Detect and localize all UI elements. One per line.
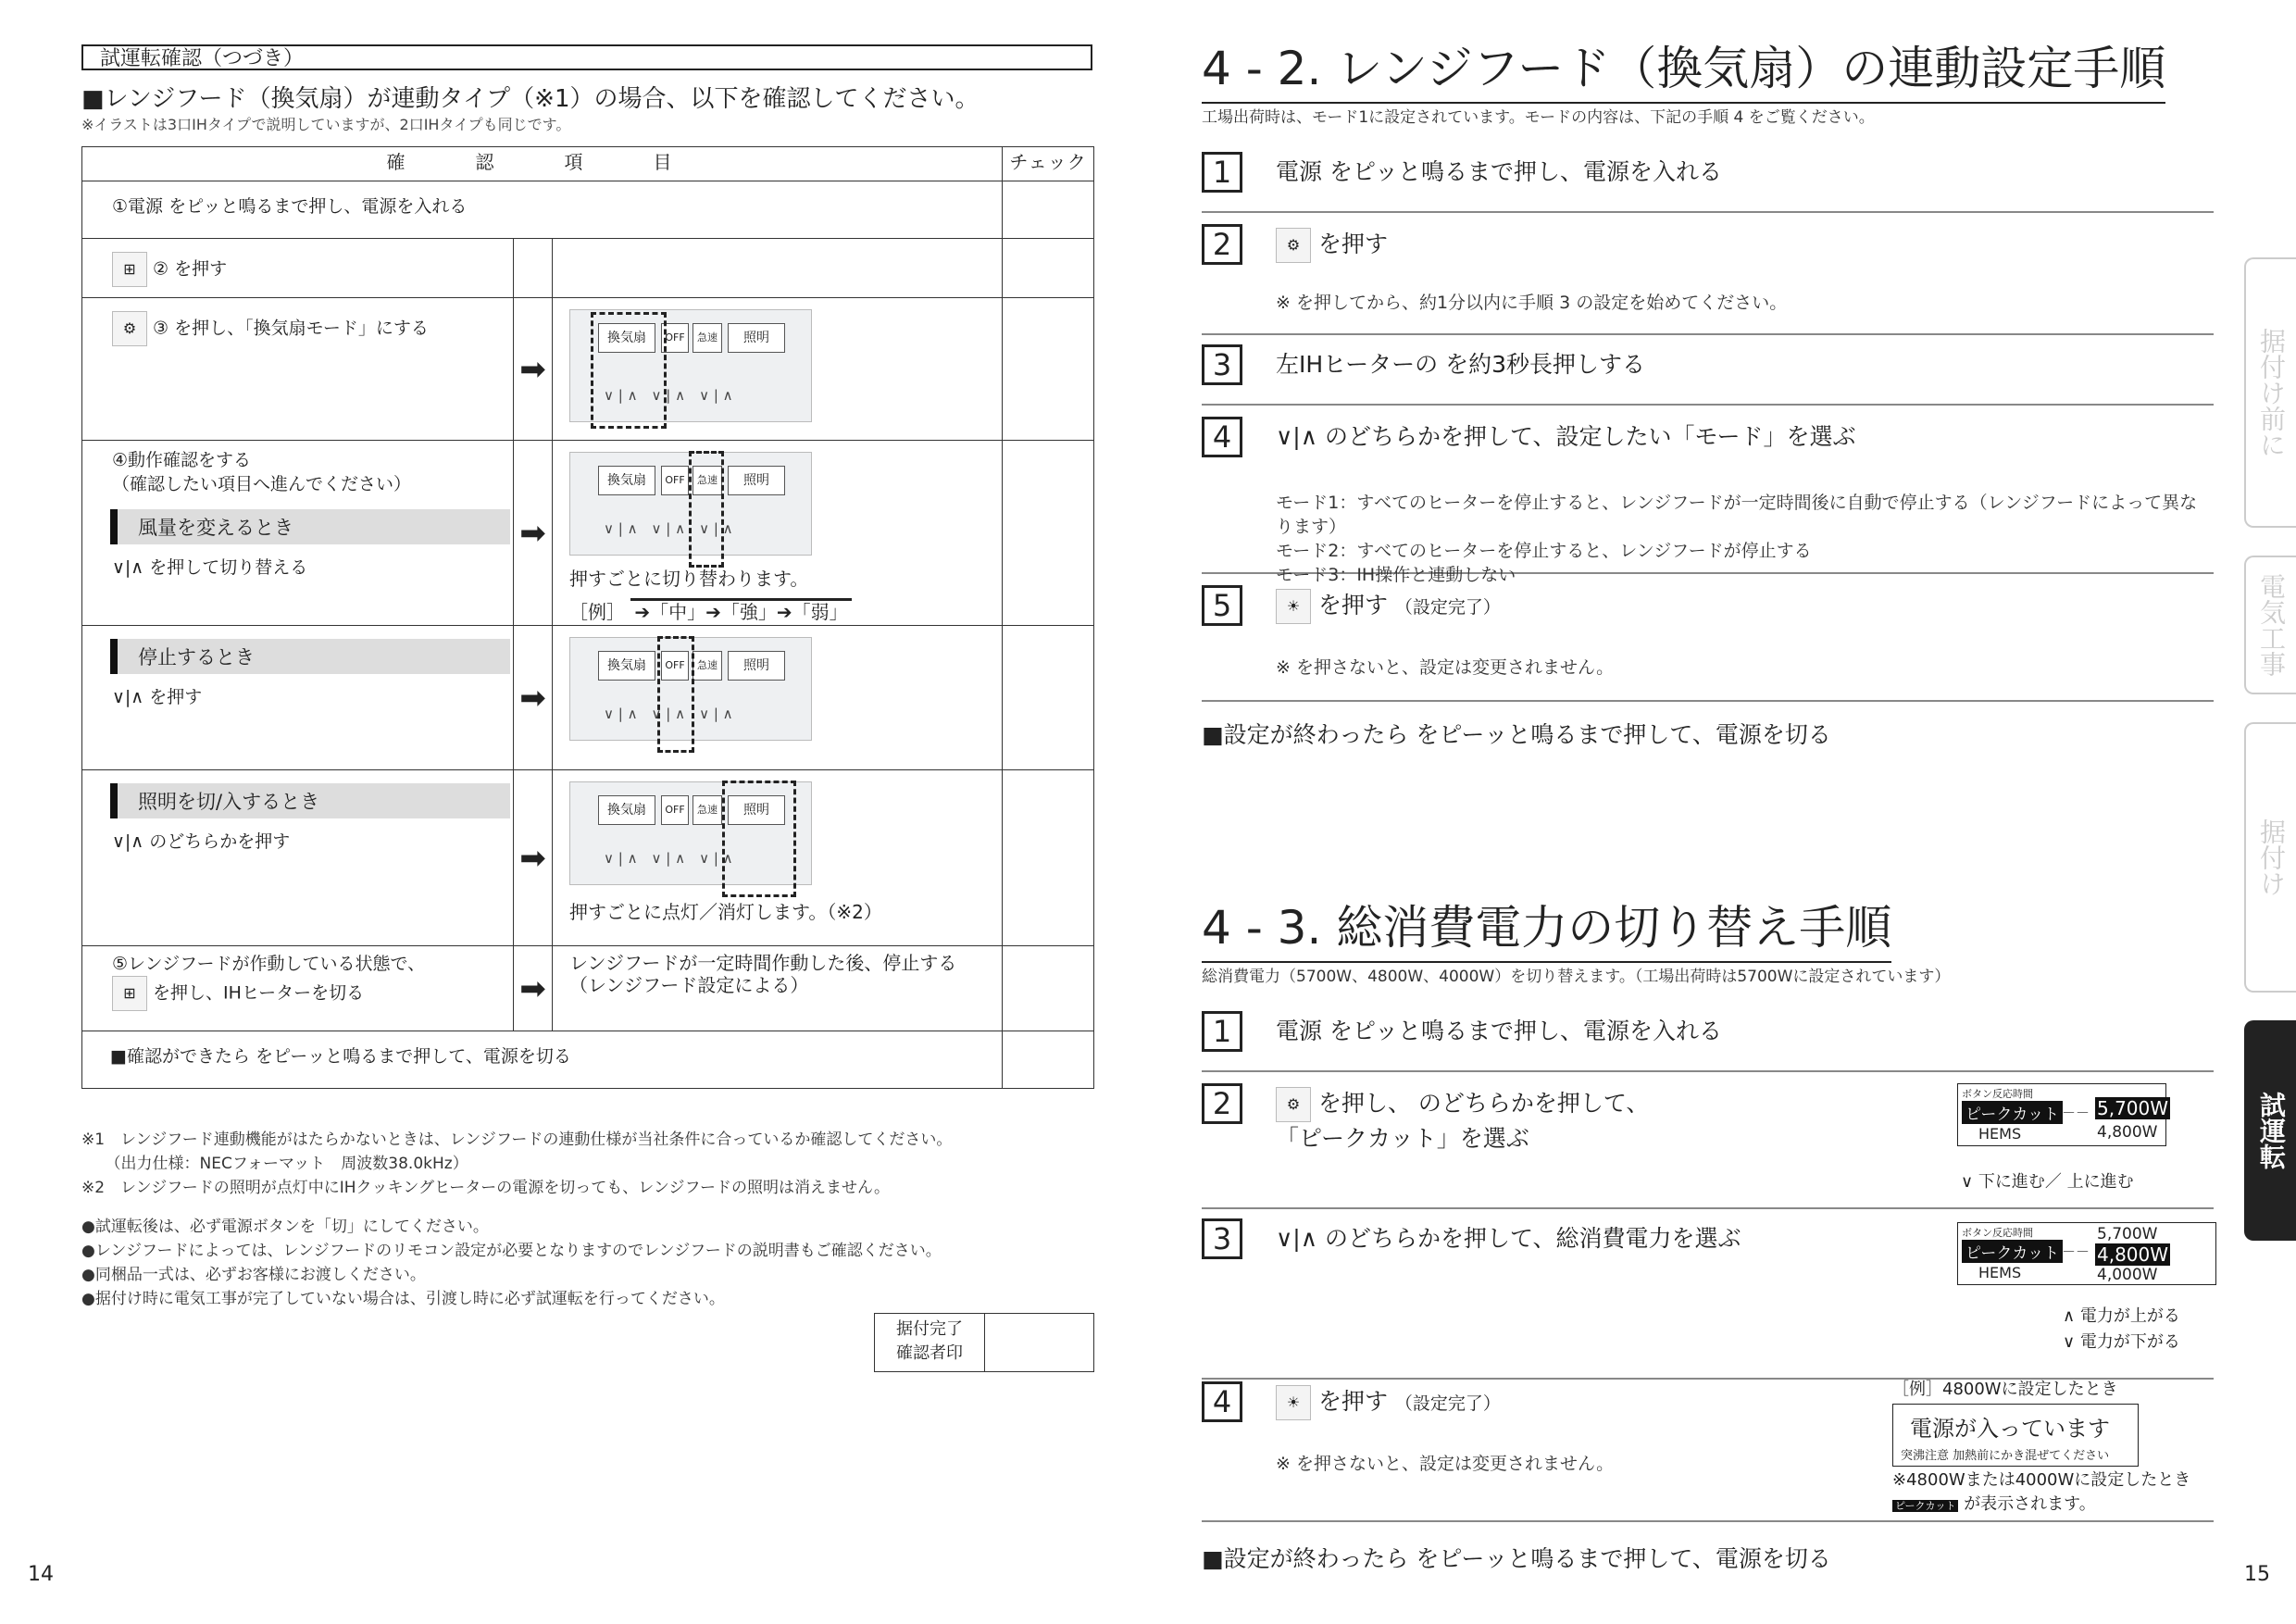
time-updown-icon: ∨|∧: [1276, 1225, 1318, 1252]
check-row-4-sub: （確認したい項目へ進んでください）: [112, 474, 412, 494]
right-arrow-icon: ➡: [514, 626, 553, 770]
off-key: OFF: [661, 323, 689, 353]
control-panel-illustration: [569, 452, 812, 556]
heading-4-2: 4 - 2. レンジフード（換気扇）の連動設定手順: [1202, 31, 2165, 104]
display-hems: HEMS: [1978, 1264, 2022, 1281]
panel-controls: ∨ | ∧ ∨ | ∧ ∨ | ∧: [604, 850, 733, 867]
bullet-3: ●同梱品一式は、必ずお客様にお渡しください。: [81, 1266, 426, 1284]
example-note: [1892, 1468, 2190, 1518]
end-4-3: ■設定が終わったら をピーッと鳴るまで押して、電源を切る: [1202, 1545, 1831, 1572]
illustration-note: ※イラストは3口IHタイプで説明していますが、2口IHタイプも同じです。: [81, 116, 571, 133]
nav-text: 下に進む／ 上に進む: [1978, 1172, 2134, 1192]
check-table: 確 認 項 目 チェック ①電源 をピッと鳴るまで押し、電源を入れる ⊞ ② を押す ⚙ ③ を押し、「換気扇モード」にする ➡ 換気扇 OFF 急速 照明 ∨ | ∧ ∨ | ∧ ∨ | ∧ ④動作確認をする （確認したい項目へ進んでください） 風量を変えるとき ∨|∧ を押して切り替える ➡ 換気扇 OFF 急速 照明 ∨ | ∧ ∨ | ∧ ∨ | ∧ 押すごとに切り替わります。 ［例］ ➔「中」➔「強」➔「弱」 停止するとき ∨|∧ を押す ➡ 換気扇 OFF 急速 照明 ∨ | ∧ ∨ | ∧ ∨ | ∧ 照明を切/入するとき ∨|∧ のどちらかを押す ➡ 換気扇 OFF 急速 照明 ∨ | ∧ ∨ | ∧ ∨ | ∧ 押すごとに点灯／消灯します。（※2） ⑤レンジフードが作動している状態で、 ⊞ を押し、IHヒーターを切る ➡ レンジフードが一定時間作動した後、停止する （レンジフード設定による） ■確認ができたら をピーッと鳴るまで押して、電源を切る: [81, 146, 1094, 1089]
step-text: 電源 をピッと鳴るまで押し、電源を入れる: [1276, 1018, 1722, 1044]
example-note-1: ※4800Wまたは4000Wに設定したとき: [1892, 1470, 2191, 1490]
row5-result: レンジフードが一定時間作動した後、停止する: [569, 952, 957, 974]
highlight-frame: [657, 636, 694, 753]
table-header-items: 確 認 項 目: [82, 147, 1003, 181]
wind-result: 押すごとに切り替わります。: [569, 568, 809, 590]
power-display-2: [1957, 1222, 2216, 1285]
right-arrow-icon: ➡: [514, 441, 553, 626]
step-3b: [1202, 1218, 2214, 1380]
band-light: 照明を切/入するとき: [110, 783, 510, 818]
check-row-3: ③ を押し、「換気扇モード」にする: [153, 318, 429, 339]
bullet-2: ●レンジフードによっては、レンジフードのリモコン設定が必要となりますのでレンジフードの説明書もご確認ください。: [81, 1242, 942, 1260]
footnote-1-spec: （出力仕様：NECフォーマット 周波数38.0kHz）: [81, 1155, 468, 1173]
check-cell[interactable]: [1003, 626, 1094, 770]
off-key: OFF: [661, 651, 689, 681]
strong-key: 急速: [693, 466, 722, 495]
start-key-icon: ☀: [1276, 589, 1311, 624]
check-cell[interactable]: [1003, 441, 1094, 626]
step-text-small: （設定完了）: [1394, 597, 1501, 618]
footnote-1: ※1 レンジフード連動機能がはたらかないときは、レンジフードの連動仕様が当社条件に合っているか確認してください。: [81, 1131, 953, 1149]
fan-key: 換気扇: [598, 323, 655, 353]
step-text: 電源 をピッと鳴るまで押し、電源を入れる: [1276, 158, 1722, 185]
band-stop: 停止するとき: [110, 639, 510, 674]
power-updown-icon: ∨|∧: [112, 557, 144, 578]
control-panel-illustration: [569, 637, 812, 741]
mode-2: モード2：すべてのヒーターを停止すると、レンジフードが停止する: [1276, 541, 1812, 561]
display-4800: 4,800W: [2097, 1123, 2158, 1142]
power-display-1: [1957, 1083, 2169, 1146]
section-subtitle: ■レンジフード（換気扇）が連動タイプ（※1）の場合、以下を確認してください。: [81, 85, 980, 113]
stamp-label-2: 確認者印: [896, 1343, 963, 1363]
strong-key: 急速: [693, 795, 722, 825]
light-result: 押すごとに点灯／消灯します。（※2）: [569, 901, 882, 923]
row5-result-sub: （レンジフード設定による）: [569, 974, 809, 996]
control-panel-illustration: [569, 781, 812, 885]
control-panel-illustration: [569, 309, 812, 422]
table-header-check: チェック: [1003, 147, 1094, 181]
step-text-2: 「ピークカット」を選ぶ: [1276, 1125, 1529, 1152]
stamp-label-1: 据付完了: [896, 1319, 963, 1339]
step-note: ※ を押さないと、設定は変更されません。: [1276, 657, 1615, 678]
panel-controls: ∨ | ∧ ∨ | ∧ ∨ | ∧: [604, 706, 733, 722]
time-updown-icon: ∨|∧: [112, 831, 144, 852]
display-peak: ピークカット: [1962, 1240, 2063, 1263]
fan-key: 換気扇: [598, 466, 655, 495]
peakcut-badge: ピークカット: [1892, 1500, 1958, 1512]
display-5700: 5,700W: [2097, 1097, 2169, 1119]
display-4800: 4,800W: [2097, 1243, 2169, 1266]
step-text: のどちらかを押して、総消費電力を選ぶ: [1324, 1225, 1741, 1252]
step-text: 左IHヒーターの を約3秒長押しする: [1276, 351, 1646, 378]
right-arrow-icon: ➡: [514, 298, 553, 441]
display-4000: 4,000W: [2097, 1266, 2158, 1284]
panel-controls: ∨ | ∧ ∨ | ∧ ∨ | ∧: [604, 520, 733, 537]
start-key-icon: ☀: [1276, 1385, 1311, 1420]
step-number: 4: [1202, 1381, 1242, 1422]
display-hems: HEMS: [1978, 1125, 2022, 1143]
example-display: [1892, 1404, 2139, 1467]
down-key-icon: ∨|∧: [112, 687, 144, 707]
display-top: ボタン反応時間: [1962, 1088, 2033, 1100]
step-1b: [1202, 1011, 2214, 1072]
check-row-power-on: ①電源 をピッと鳴るまで押し、電源を入れる: [112, 196, 468, 217]
mode-1: モード1：すべてのヒーターを停止すると、レンジフードが一定時間後に自動で停止する（レンジフードによって異なります）: [1276, 493, 2198, 537]
highlight-frame: [591, 312, 667, 429]
light-key: 照明: [728, 466, 785, 495]
step-text: を押し、 のどちらかを押して、: [1317, 1090, 1650, 1117]
wind-instruction: を押して切り替える: [149, 557, 308, 578]
time-updown-icon: ∨|∧: [1276, 423, 1318, 450]
settings-key-icon: ⚙: [112, 311, 147, 346]
power-up-text: 電力が上がる: [2079, 1306, 2180, 1326]
step-text: を押す: [1317, 592, 1388, 618]
fan-key: 換気扇: [598, 651, 655, 681]
settings-key-icon: ⚙: [1276, 228, 1311, 263]
intro-4-2: 工場出荷時は、モード1に設定されています。モードの内容は、下記の手順 4 をご覧ください。: [1202, 108, 1875, 127]
example-label: ［例］4800Wに設定したとき: [1892, 1380, 2118, 1399]
end-4-2: ■設定が終わったら をピーッと鳴るまで押して、電源を切る: [1202, 721, 1831, 748]
step-number: 4: [1202, 417, 1242, 457]
tab-trial-run[interactable]: 試運転: [2244, 1020, 2296, 1241]
step-2: [1202, 224, 2214, 335]
example-note-2: が表示されます。: [1964, 1494, 2096, 1514]
step-1: [1202, 152, 2214, 213]
panel-controls: ∨ | ∧ ∨ | ∧ ∨ | ∧: [604, 387, 733, 404]
display-dash: －－: [2062, 1105, 2090, 1121]
band-wind: 風量を変えるとき: [110, 509, 510, 544]
off-key: OFF: [661, 795, 689, 825]
onoff-key-icon: ⊞: [112, 252, 147, 287]
check-cell[interactable]: [1003, 770, 1094, 946]
check-row-2: ② を押す: [153, 258, 228, 280]
step-number: 3: [1202, 344, 1242, 385]
bullet-1: ●試運転後は、必ず電源ボタンを「切」にしてください。: [81, 1218, 489, 1236]
check-cell[interactable]: [1003, 181, 1094, 239]
fan-key: 換気扇: [598, 795, 655, 825]
display-dash: －－: [2062, 1243, 2090, 1260]
highlight-frame: [689, 451, 724, 568]
example-display-sub: 突沸注意 加熱前にかき混ぜてください: [1901, 1449, 2110, 1463]
strong-key: 急速: [693, 323, 722, 353]
example-mid: 「中」: [650, 601, 706, 623]
bullet-4: ●据付け時に電気工事が完了していない場合は、引渡し時に必ず試運転を行ってください。: [81, 1290, 725, 1308]
check-cell[interactable]: [1003, 298, 1094, 441]
tab-install[interactable]: 据付け: [2244, 722, 2296, 993]
display-peak: ピークカット: [1962, 1101, 2063, 1124]
display-5700: 5,700W: [2097, 1225, 2158, 1243]
step-2b: [1202, 1083, 2214, 1209]
footnote-2: ※2 レンジフードの照明が点灯中にIHクッキングヒーターの電源を切っても、レンジフードの照明は消えません。: [81, 1179, 890, 1197]
step-4b: [1202, 1376, 2214, 1522]
step-note: ※ を押してから、約1分以内に手順 3 の設定を始めてください。: [1276, 293, 1788, 313]
stop-instruction: を押す: [149, 687, 203, 707]
step-number: 1: [1202, 1011, 1242, 1052]
step-text: を押す: [1317, 231, 1388, 257]
tab-before-install[interactable]: 据付け前に: [2244, 257, 2296, 528]
mode-3: モード3：IH操作と連動しない: [1276, 565, 1516, 585]
step-number: 2: [1202, 224, 1242, 265]
section-title: 試運転確認（つづき）: [81, 44, 1092, 70]
page-number-right: 15: [2244, 1563, 2270, 1586]
step-3: [1202, 344, 2214, 406]
step-number: 2: [1202, 1083, 1242, 1124]
check-cell[interactable]: [1003, 946, 1094, 1031]
stamp-box: [874, 1313, 1094, 1372]
check-row-5-sub: を押し、IHヒーターを切る: [153, 982, 365, 1004]
heading-4-3: 4 - 3. 総消費電力の切り替え手順: [1202, 891, 1891, 963]
settings-key-icon: ⚙: [1276, 1087, 1311, 1122]
example-weak: 「弱」: [792, 601, 848, 623]
right-arrow-icon: ➡: [514, 770, 553, 946]
light-key: 照明: [728, 795, 785, 825]
light-key: 照明: [728, 323, 785, 353]
example-display-text: 電源が入っています: [1910, 1416, 2110, 1442]
check-cell[interactable]: [1003, 239, 1094, 298]
off-key: OFF: [661, 466, 689, 495]
check-cell[interactable]: [1003, 1031, 1094, 1089]
example-strong: 「強」: [720, 601, 777, 623]
step-text-small: （設定完了）: [1394, 1393, 1501, 1414]
intro-4-3: 総消費電力（5700W、4800W、4000W）を切り替えます。（工場出荷時は5700Wに設定されています）: [1202, 968, 1951, 986]
nav-hint: ∨ 下に進む／ 上に進む: [1961, 1172, 2134, 1192]
highlight-frame: [722, 781, 796, 897]
check-row-4: ④動作確認をする: [112, 450, 252, 470]
step-text: を押す: [1317, 1388, 1388, 1415]
tab-electrical[interactable]: 電気工事: [2244, 556, 2296, 694]
page-number-left: 14: [28, 1563, 54, 1586]
step-note: ※ を押さないと、設定は変更されません。: [1276, 1454, 1615, 1474]
light-key: 照明: [728, 651, 785, 681]
step-4: [1202, 417, 2214, 585]
right-arrow-icon: ➡: [514, 946, 553, 1031]
stamp-field[interactable]: [985, 1314, 1093, 1371]
step-number: 3: [1202, 1218, 1242, 1259]
step-5: [1202, 585, 2214, 702]
check-row-5: ⑤レンジフードが作動している状態で、: [112, 954, 426, 974]
example-label: ［例］: [569, 601, 625, 623]
step-number: 1: [1202, 152, 1242, 193]
step-text: のどちらかを押して、設定したい「モード」を選ぶ: [1324, 423, 1856, 450]
step-number: 5: [1202, 585, 1242, 626]
strong-key: 急速: [693, 651, 722, 681]
power-hint: ∧ 電力が上がる ∨ 電力が下がる: [2063, 1306, 2180, 1352]
onoff-key-icon: ⊞: [112, 976, 147, 1011]
check-row-power-off: ■確認ができたら をピーッと鳴るまで押して、電源を切る: [110, 1046, 571, 1067]
power-down-text: 電力が下がる: [2079, 1332, 2180, 1352]
display-top: ボタン反応時間: [1962, 1227, 2033, 1239]
light-instruction: のどちらかを押す: [149, 831, 291, 852]
